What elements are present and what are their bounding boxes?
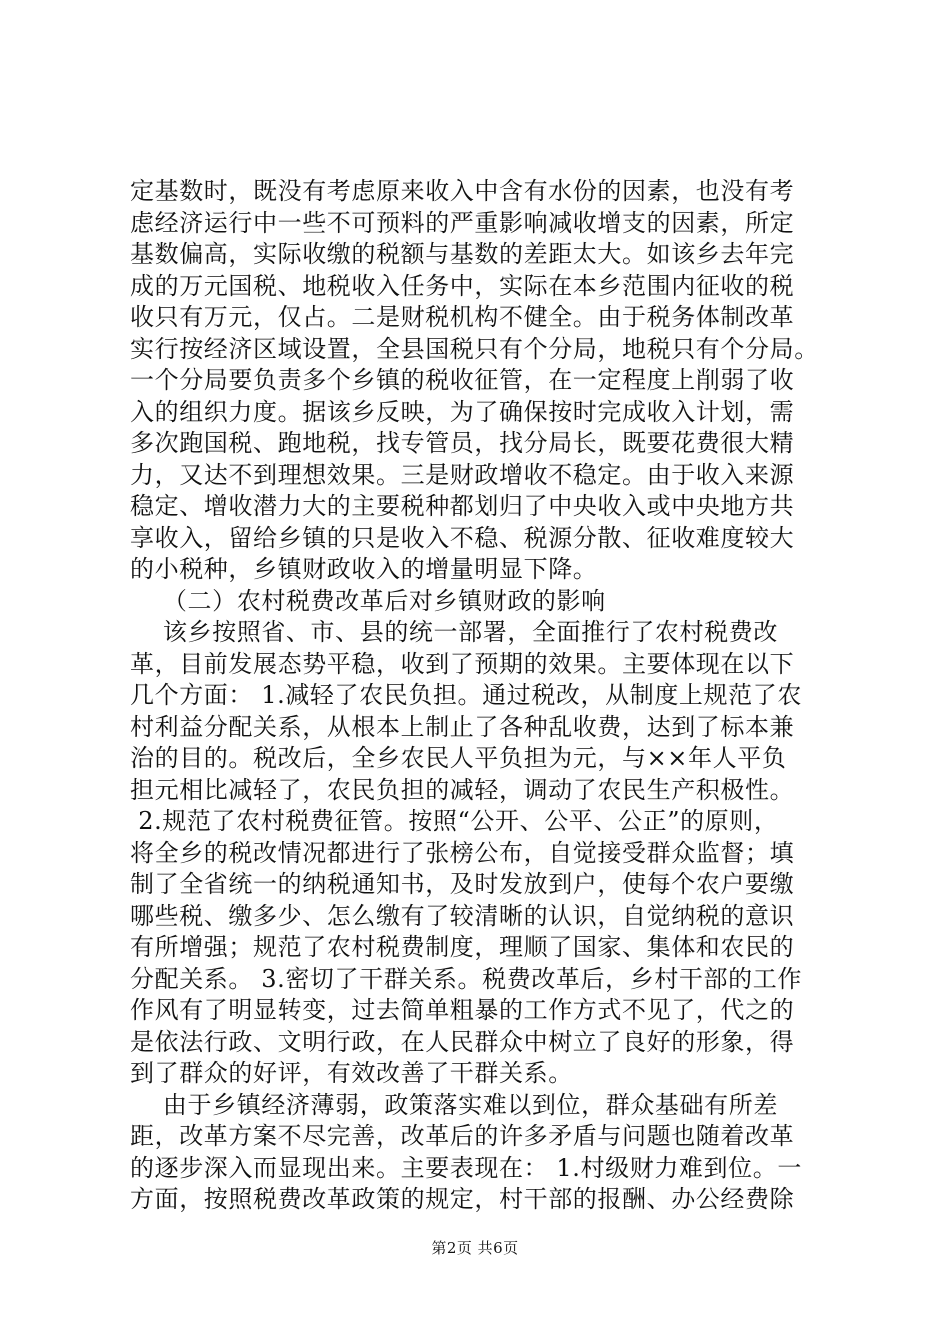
- text-line: 基数偏高，实际收缴的税额与基数的差距太大。如该乡去年完: [130, 240, 795, 268]
- page-number-footer: 第2页 共6页: [431, 1239, 519, 1257]
- body-text: [130, 176, 830, 1216]
- text-line: 的小税种，乡镇财政收入的增量明显下降。: [130, 555, 598, 583]
- text-line: 的逐步深入而显现出来。主要表现在： 1.村级财力难到位。一: [130, 1153, 802, 1182]
- text-line: 成的万元国税、地税收入任务中，实际在本乡范围内征收的税: [130, 271, 795, 300]
- text-line: 收只有万元，仅占。二是财税机构不健全。由于税务体制改革: [130, 303, 795, 331]
- text-line: 制了全省统一的纳税通知书，及时发放到户，使每个农户要缴: [130, 870, 795, 898]
- text-line: 虑经济运行中一些不可预料的严重影响减收增支的因素，所定: [130, 208, 795, 237]
- text-line: 距，改革方案不尽完善，改革后的许多矛盾与问题也随着改革: [130, 1122, 795, 1150]
- text-line: 到了群众的好评，有效改善了干群关系。: [130, 1059, 573, 1087]
- text-line: 多次跑国税、跑地税，找专管员，找分局长，既要花费很大精: [130, 429, 795, 457]
- text-line: 该乡按照省、市、县的统一部署，全面推行了农村税费改: [130, 618, 778, 646]
- text-line: 分配关系。 3.密切了干群关系。税费改革后，乡村干部的工作: [130, 964, 802, 993]
- text-line: 定基数时，既没有考虑原来收入中含有水份的因素，也没有考: [130, 177, 795, 205]
- section-heading: （二）农村税费改革后对乡镇财政的影响: [130, 586, 606, 615]
- text-line: 村利益分配关系，从根本上制止了各种乱收费，达到了标本兼: [130, 712, 795, 741]
- text-line: 实行按经济区域设置，全县国税只有个分局，地税只有个分局。: [130, 334, 819, 363]
- text-line: 有所增强；规范了农村税费制度，理顺了国家、集体和农民的: [130, 933, 795, 961]
- text-line: 由于乡镇经济薄弱，政策落实难以到位，群众基础有所差: [130, 1090, 778, 1119]
- text-line: 入的组织力度。据该乡反映，为了确保按时完成收入计划，需: [130, 397, 795, 426]
- text-line: 担元相比减轻了，农民负担的减轻，调动了农民生产积极性。: [130, 775, 795, 804]
- text-line: 2.规范了农村税费征管。按照“公开、公平、公正”的原则，: [130, 807, 779, 835]
- text-line: 将全乡的税改情况都进行了张榜公布，自觉接受群众监督；填: [130, 838, 795, 867]
- text-line: 几个方面： 1.减轻了农民负担。通过税改，从制度上规范了农: [130, 681, 802, 709]
- text-line: 作风有了明显转变，过去简单粗暴的工作方式不见了，代之的: [130, 996, 795, 1024]
- text-line: 革，目前发展态势平稳，收到了预期的效果。主要体现在以下: [130, 649, 795, 678]
- text-line: 是依法行政、文明行政，在人民群众中树立了良好的形象，得: [130, 1027, 795, 1056]
- text-line: 力，又达不到理想效果。三是财政增收不稳定。由于收入来源: [130, 460, 795, 489]
- text-line: 稳定、增收潜力大的主要税种都划归了中央收入或中央地方共: [130, 492, 795, 520]
- text-line: 哪些税、缴多少、怎么缴有了较清晰的认识，自觉纳税的意识: [130, 901, 795, 930]
- text-line: 一个分局要负责多个乡镇的税收征管，在一定程度上削弱了收: [130, 366, 795, 394]
- text-line: 享收入，留给乡镇的只是收入不稳、税源分散、征收难度较大: [130, 523, 795, 552]
- text-line: 方面，按照税费改革政策的规定，村干部的报酬、办公经费除: [130, 1185, 795, 1213]
- text-line: 治的目的。税改后，全乡农民人平负担为元，与××年人平负: [130, 744, 787, 772]
